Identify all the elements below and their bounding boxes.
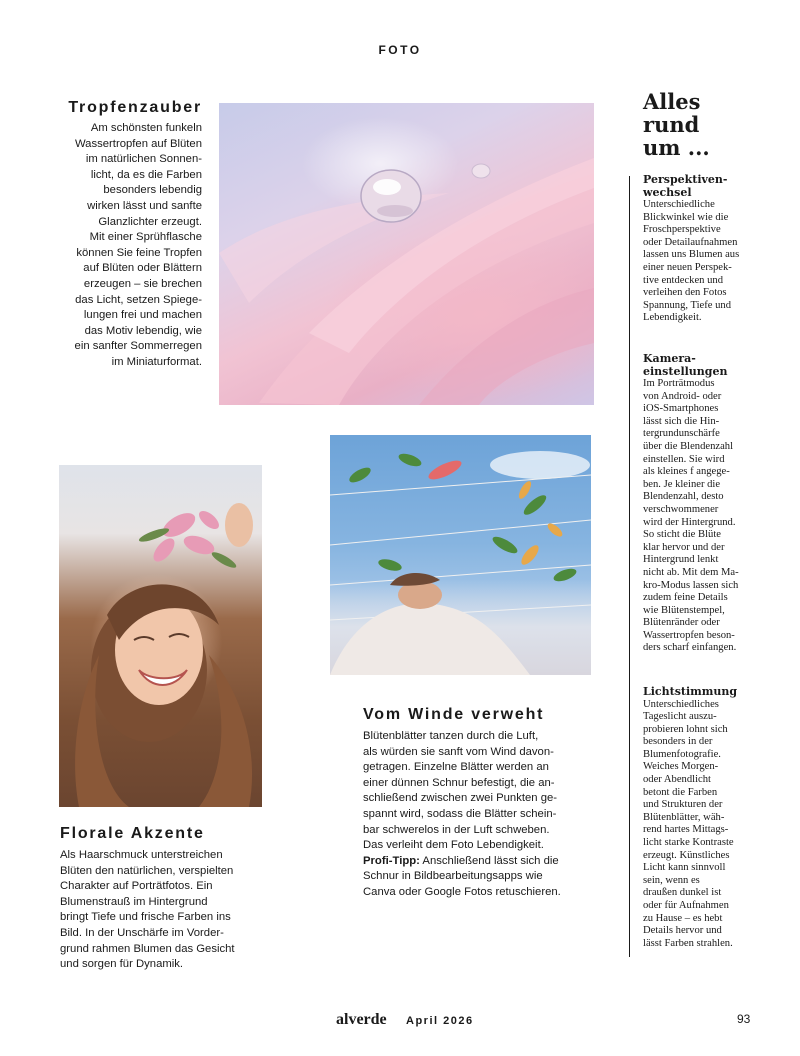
sidebar-heading-kameraeinstellungen: Kamera- einstellungen xyxy=(643,352,728,378)
sidebar-section-lichtstimmung xyxy=(643,686,753,950)
sidebar-heading-perspektivenwechsel: Perspektiven- wechsel xyxy=(643,173,728,199)
heading-florale-akzente: Florale Akzente xyxy=(60,825,205,842)
sidebar-rule xyxy=(629,176,630,957)
footer-brand-logo: alverde xyxy=(336,1011,387,1028)
portrait-illustration xyxy=(59,465,262,807)
page-number: 93 xyxy=(737,1012,751,1026)
sidebar-section-perspektivenwechsel xyxy=(643,174,753,325)
article-tropfenzauber xyxy=(40,99,202,371)
floating-flowers-illustration xyxy=(330,435,591,675)
text-vom-winde-verweht: Blütenblätter tanzen durch die Luft, als würden sie sanft vom Wind davon- getragen. Einzelne Blätter werden an einer dünnen Schnur befestigt, die an- schließend zwischen zwei Punkten ge- spannt wird, sodass die Blätter schein- bar schwerelos in der Luft schweben. Das verleiht dem Foto Lebendigkeit. Profi-Tipp: Anschließend lässt sich die Schnur in Bildbearbeitungsapps wie Canva oder Google Fotos retuschieren. xyxy=(363,730,561,898)
sidebar-alles-rund-um xyxy=(629,89,751,949)
photo-floating-flowers xyxy=(330,435,591,675)
sidebar-text-kameraeinstellungen: Im Porträtmodus von Android- oder iOS-Smartphones lässt sich die Hin- tergrundunschärfe über die Blendenzahl einstellen. Sie wird als kleines f angege- ben. Je kleiner die Blendenzahl, desto verschwommener wird der Hintergrund. So sticht die Blüte klar hervor und der Hintergrund lenkt nicht ab. Mit dem Ma- kro-Modus lassen sich zudem feine Details wie Blütenstempel, Blütenränder oder Wassertropfen beson- ders scharf einfangen. xyxy=(643,378,739,654)
sidebar-heading-lichtstimmung: Lichtstimmung xyxy=(643,685,738,698)
text-tropfenzauber: Am schönsten funkeln Wassertropfen auf Blüten im natürlichen Sonnen- licht, da es die Farben besonders lebendig wirken lässt und sanfte Glanzlichter erzeugt. Mit einer Sprühflasche können Sie feine Tropfen auf Blüten oder Blättern erzeugen – sie brechen das Licht, setzen Spiege- lungen frei und machen das Motiv lebendig, wie ein sanfter Sommerregen im Miniaturformat. xyxy=(74,122,202,368)
footer-issue-date: April 2026 xyxy=(406,1015,474,1027)
photo-laughing-woman-flowers xyxy=(59,465,262,807)
text-florale-akzente: Als Haarschmuck unterstreichen Blüten den natürlichen, verspielten Charakter auf Porträtfotos. Ein Blumenstrauß im Hintergrund bringt Tiefe und frische Farben ins Bild. In der Unschärfe im Vorder- grund rahmen Blumen das Gesicht und sorgen für Dynamik. xyxy=(60,849,235,971)
section-label: FOTO xyxy=(378,43,422,57)
heading-vom-winde-verweht: Vom Winde verweht xyxy=(363,706,545,723)
photo-water-drop-petal xyxy=(219,103,594,405)
sidebar-text-lichtstimmung: Unterschiedliches Tageslicht auszu- probieren lohnt sich besonders in der Blumenfotografie. Weiches Morgen- oder Abendlicht betont die Farben und Strukturen der Blütenblätter, wäh- rend hartes Mittags- licht starke Kontraste erzeugt. Künstliches Licht kann sinnvoll sein, wenn es draußen dunkel ist oder für Aufnahmen zu Hause – es hebt Details hervor und lässt Farben strahlen. xyxy=(643,698,734,949)
heading-tropfenzauber: Tropfenzauber xyxy=(68,99,202,116)
sidebar-title: Alles rund um ... xyxy=(643,89,710,160)
sidebar-section-kameraeinstellungen xyxy=(643,353,753,655)
article-florale-akzente xyxy=(60,825,270,973)
article-vom-winde-verweht xyxy=(363,706,595,901)
sidebar-text-perspektivenwechsel: Unterschiedliche Blickwinkel wie die Froschperspektive oder Detailaufnahmen lassen uns Blumen aus einer neuen Perspek- tive entdecken und verleihen den Fotos Spannung, Tiefe und Lebendigkeit. xyxy=(643,199,740,324)
profi-tipp-label: Profi-Tipp: xyxy=(363,854,420,867)
petal-illustration xyxy=(219,103,594,405)
